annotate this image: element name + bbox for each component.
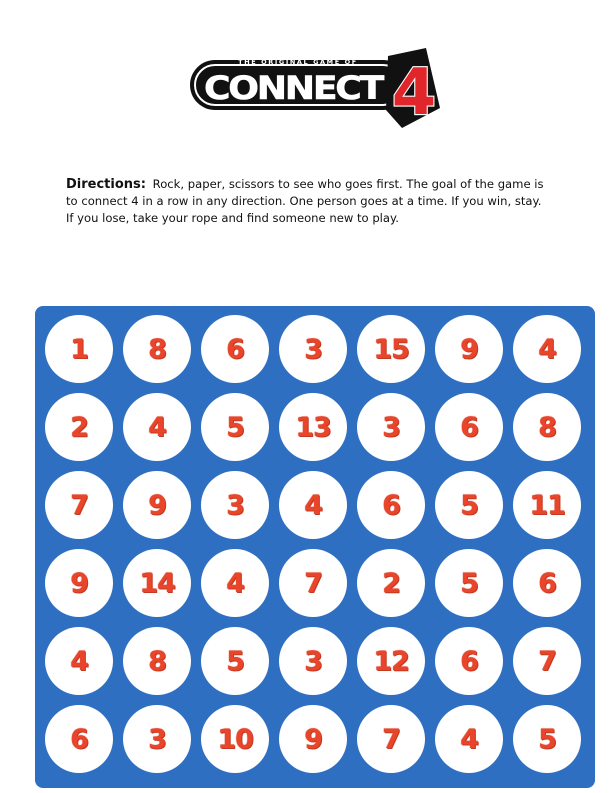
board-cell[interactable]: 3 (279, 315, 347, 383)
board-cell[interactable]: 4 (513, 315, 581, 383)
board-cell[interactable]: 8 (123, 315, 191, 383)
board-cell[interactable]: 5 (513, 705, 581, 773)
board-cell[interactable]: 5 (435, 471, 503, 539)
board-cell[interactable]: 5 (435, 549, 503, 617)
board-cell[interactable]: 2 (357, 549, 425, 617)
board-cell[interactable]: 8 (123, 627, 191, 695)
board-cell[interactable]: 8 (513, 393, 581, 461)
board-cell[interactable]: 7 (279, 549, 347, 617)
board-cell[interactable]: 6 (435, 393, 503, 461)
board-cell[interactable]: 3 (201, 471, 269, 539)
board-grid (45, 315, 581, 773)
board-cell[interactable]: 4 (435, 705, 503, 773)
board-cell[interactable]: 3 (279, 627, 347, 695)
board-cell[interactable]: 9 (123, 471, 191, 539)
board-cell[interactable]: 6 (201, 315, 269, 383)
board-cell[interactable]: 15 (357, 315, 425, 383)
board-cell[interactable]: 7 (513, 627, 581, 695)
logo-graphic (190, 48, 442, 128)
board-cell[interactable]: 7 (357, 705, 425, 773)
board-cell[interactable]: 3 (123, 705, 191, 773)
directions-paragraph (66, 176, 546, 227)
board-cell[interactable]: 9 (279, 705, 347, 773)
board-cell[interactable]: 6 (513, 549, 581, 617)
game-board (35, 306, 595, 788)
board-cell[interactable]: 9 (45, 549, 113, 617)
board-cell[interactable]: 6 (357, 471, 425, 539)
board-cell[interactable]: 4 (123, 393, 191, 461)
board-cell[interactable]: 4 (201, 549, 269, 617)
logo-number: 4 (391, 56, 437, 128)
board-cell[interactable]: 1 (45, 315, 113, 383)
board-cell[interactable]: 13 (279, 393, 347, 461)
logo-tagline: THE ORIGINAL GAME OF (238, 58, 358, 66)
logo-word: CONNECT (204, 69, 385, 107)
board-cell[interactable]: 3 (357, 393, 425, 461)
board-cell[interactable]: 5 (201, 627, 269, 695)
board-cell[interactable]: 4 (45, 627, 113, 695)
directions-label: Directions: (66, 177, 146, 192)
board-cell[interactable]: 7 (45, 471, 113, 539)
board-cell[interactable]: 9 (435, 315, 503, 383)
board-cell[interactable]: 10 (201, 705, 269, 773)
board-cell[interactable]: 11 (513, 471, 581, 539)
board-cell[interactable]: 4 (279, 471, 347, 539)
board-cell[interactable]: 2 (45, 393, 113, 461)
connect-4-logo (190, 48, 442, 128)
board-cell[interactable]: 14 (123, 549, 191, 617)
directions-text: Rock, paper, scissors to see who goes first. The goal of the game is to connect 4 in a row in any direction. One person goes at a time. If you win, stay. If you lose, take your rope and find someone new to play. (66, 177, 544, 225)
board-cell[interactable]: 6 (435, 627, 503, 695)
board-cell[interactable]: 12 (357, 627, 425, 695)
board-cell[interactable]: 6 (45, 705, 113, 773)
board-cell[interactable]: 5 (201, 393, 269, 461)
